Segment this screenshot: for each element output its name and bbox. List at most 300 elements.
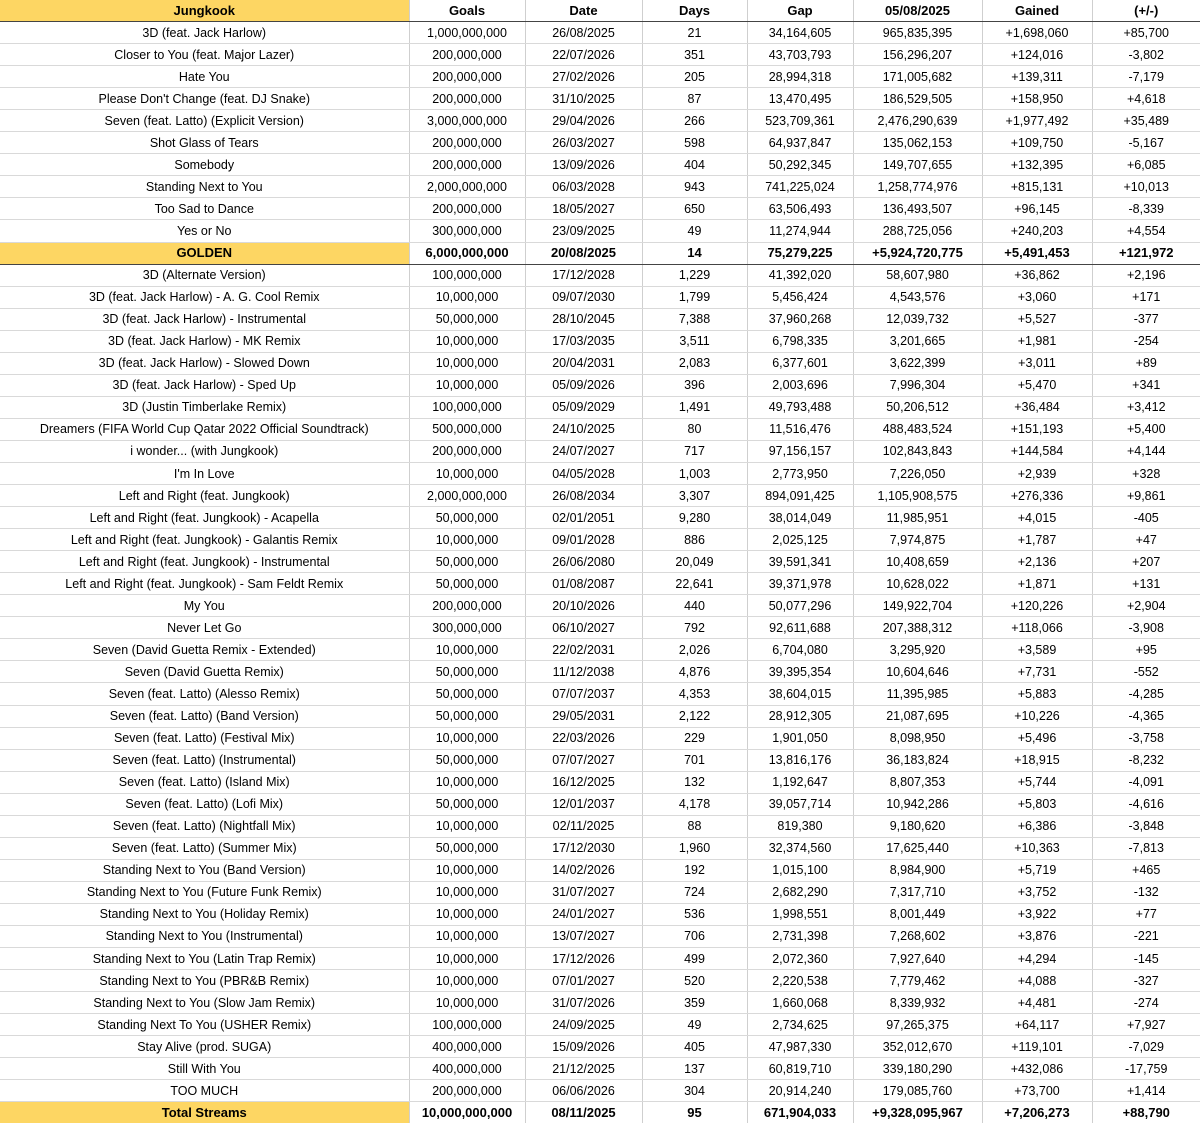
diff-cell: -8,339 (1092, 198, 1200, 220)
days-cell: 49 (642, 220, 747, 242)
song-title-cell: Stay Alive (prod. SUGA) (0, 1036, 409, 1058)
diff-cell: -3,802 (1092, 44, 1200, 66)
gap-cell: 1,192,647 (747, 771, 853, 793)
table-row (0, 595, 1200, 617)
gained-cell: +1,981 (982, 330, 1092, 352)
diff-cell: +10,013 (1092, 176, 1200, 198)
days-cell: 4,353 (642, 683, 747, 705)
table-row (0, 1080, 1200, 1102)
diff-cell: +47 (1092, 529, 1200, 551)
streams-cell: 9,180,620 (853, 815, 982, 837)
gained-cell: +158,950 (982, 88, 1092, 110)
streams-cell: 10,628,022 (853, 573, 982, 595)
days-cell: 598 (642, 132, 747, 154)
gap-cell: 2,072,360 (747, 948, 853, 970)
days-cell: 304 (642, 1080, 747, 1102)
streams-cell: 11,395,985 (853, 683, 982, 705)
gained-cell: +2,939 (982, 462, 1092, 484)
streams-cell: 207,388,312 (853, 617, 982, 639)
table-row (0, 793, 1200, 815)
table-row (0, 970, 1200, 992)
table-row (0, 286, 1200, 308)
date-cell: 08/11/2025 (525, 1102, 642, 1124)
days-cell: 7,388 (642, 308, 747, 330)
goal-cell: 50,000,000 (409, 551, 525, 573)
song-title-cell: Seven (feat. Latto) (Island Mix) (0, 771, 409, 793)
gained-cell: +5,496 (982, 727, 1092, 749)
table-row (0, 507, 1200, 529)
gap-cell: 11,516,476 (747, 418, 853, 440)
date-cell: 02/11/2025 (525, 815, 642, 837)
gap-cell: 39,057,714 (747, 793, 853, 815)
gained-cell: +6,386 (982, 815, 1092, 837)
song-title-cell: My You (0, 595, 409, 617)
days-cell: 792 (642, 617, 747, 639)
table-row (0, 22, 1200, 44)
table-row (0, 683, 1200, 705)
gained-cell: +3,589 (982, 639, 1092, 661)
diff-cell: -7,029 (1092, 1036, 1200, 1058)
table-row (0, 88, 1200, 110)
goal-cell: 10,000,000 (409, 374, 525, 396)
date-cell: 17/12/2028 (525, 264, 642, 286)
gap-cell: 50,077,296 (747, 595, 853, 617)
gained-cell: +7,731 (982, 661, 1092, 683)
song-title-cell: Standing Next to You (Holiday Remix) (0, 903, 409, 925)
goal-cell: 3,000,000,000 (409, 110, 525, 132)
days-cell: 88 (642, 815, 747, 837)
gained-cell: +132,395 (982, 154, 1092, 176)
date-cell: 05/09/2026 (525, 374, 642, 396)
table-row (0, 418, 1200, 440)
streams-cell: 352,012,670 (853, 1036, 982, 1058)
diff-cell: +341 (1092, 374, 1200, 396)
date-cell: 16/12/2025 (525, 771, 642, 793)
song-title-cell: 3D (feat. Jack Harlow) - Slowed Down (0, 352, 409, 374)
song-title-cell: Total Streams (0, 1102, 409, 1124)
song-title-cell: GOLDEN (0, 242, 409, 264)
goal-cell: 10,000,000 (409, 330, 525, 352)
streams-cell: 186,529,505 (853, 88, 982, 110)
diff-cell: -7,179 (1092, 66, 1200, 88)
days-cell: 192 (642, 859, 747, 881)
date-cell: 07/01/2027 (525, 970, 642, 992)
days-cell: 1,960 (642, 837, 747, 859)
table-row (0, 66, 1200, 88)
gained-cell: +2,136 (982, 551, 1092, 573)
goal-cell: 200,000,000 (409, 1080, 525, 1102)
table-row (0, 771, 1200, 793)
days-cell: 80 (642, 418, 747, 440)
gained-cell: +1,977,492 (982, 110, 1092, 132)
gained-cell: +815,131 (982, 176, 1092, 198)
goal-cell: 50,000,000 (409, 507, 525, 529)
goal-cell: 100,000,000 (409, 396, 525, 418)
gained-cell: +3,060 (982, 286, 1092, 308)
streams-cell: 8,984,900 (853, 859, 982, 881)
diff-cell: -17,759 (1092, 1058, 1200, 1080)
streams-cell: 10,408,659 (853, 551, 982, 573)
gained-cell: +109,750 (982, 132, 1092, 154)
days-cell: 396 (642, 374, 747, 396)
date-cell: 09/01/2028 (525, 529, 642, 551)
table-row (0, 1058, 1200, 1080)
days-cell: 95 (642, 1102, 747, 1124)
streams-cell: 7,996,304 (853, 374, 982, 396)
header-row (0, 0, 1200, 22)
goal-cell: 50,000,000 (409, 749, 525, 771)
gap-cell: 2,734,625 (747, 1014, 853, 1036)
diff-cell: +3,412 (1092, 396, 1200, 418)
streams-cell: 135,062,153 (853, 132, 982, 154)
song-title-cell: I'm In Love (0, 462, 409, 484)
diff-cell: -7,813 (1092, 837, 1200, 859)
date-cell: 26/08/2025 (525, 22, 642, 44)
table-body (0, 22, 1200, 1124)
days-cell: 229 (642, 727, 747, 749)
streams-cell: 288,725,056 (853, 220, 982, 242)
days-cell: 266 (642, 110, 747, 132)
gap-cell: 1,660,068 (747, 992, 853, 1014)
date-cell: 21/12/2025 (525, 1058, 642, 1080)
date-cell: 04/05/2028 (525, 462, 642, 484)
gap-cell: 1,998,551 (747, 903, 853, 925)
diff-cell: +2,904 (1092, 595, 1200, 617)
days-cell: 205 (642, 66, 747, 88)
streams-cell: 149,707,655 (853, 154, 982, 176)
date-cell: 02/01/2051 (525, 507, 642, 529)
song-title-cell: Seven (feat. Latto) (Festival Mix) (0, 727, 409, 749)
gap-cell: 894,091,425 (747, 485, 853, 507)
goal-cell: 200,000,000 (409, 132, 525, 154)
days-cell: 351 (642, 44, 747, 66)
diff-cell: +5,400 (1092, 418, 1200, 440)
diff-cell: +1,414 (1092, 1080, 1200, 1102)
song-title-cell: Left and Right (feat. Jungkook) (0, 485, 409, 507)
days-cell: 359 (642, 992, 747, 1014)
streams-cell: 1,258,774,976 (853, 176, 982, 198)
gap-cell: 64,937,847 (747, 132, 853, 154)
days-cell: 405 (642, 1036, 747, 1058)
song-title-cell: Hate You (0, 66, 409, 88)
diff-cell: -4,091 (1092, 771, 1200, 793)
header-gap: Gap (747, 0, 853, 22)
table-row (0, 132, 1200, 154)
streams-cell: 8,807,353 (853, 771, 982, 793)
days-cell: 3,511 (642, 330, 747, 352)
gained-cell: +5,883 (982, 683, 1092, 705)
goal-cell: 200,000,000 (409, 198, 525, 220)
goal-cell: 10,000,000 (409, 727, 525, 749)
song-title-cell: i wonder... (with Jungkook) (0, 440, 409, 462)
gap-cell: 741,225,024 (747, 176, 853, 198)
gap-cell: 6,798,335 (747, 330, 853, 352)
date-cell: 29/04/2026 (525, 110, 642, 132)
song-title-cell: 3D (feat. Jack Harlow) (0, 22, 409, 44)
gap-cell: 13,470,495 (747, 88, 853, 110)
streams-cell: 7,779,462 (853, 970, 982, 992)
song-title-cell: Standing Next to You (Slow Jam Remix) (0, 992, 409, 1014)
table-row (0, 837, 1200, 859)
goal-cell: 50,000,000 (409, 683, 525, 705)
table-row (0, 440, 1200, 462)
streams-cell: 3,295,920 (853, 639, 982, 661)
goal-cell: 200,000,000 (409, 595, 525, 617)
date-cell: 17/12/2026 (525, 948, 642, 970)
gap-cell: 38,014,049 (747, 507, 853, 529)
days-cell: 1,229 (642, 264, 747, 286)
goal-cell: 500,000,000 (409, 418, 525, 440)
streams-cell: 339,180,290 (853, 1058, 982, 1080)
streams-cell: 12,039,732 (853, 308, 982, 330)
gained-cell: +119,101 (982, 1036, 1092, 1058)
gained-cell: +432,086 (982, 1058, 1092, 1080)
days-cell: 4,876 (642, 661, 747, 683)
streams-cell: 10,942,286 (853, 793, 982, 815)
date-cell: 22/02/2031 (525, 639, 642, 661)
gained-cell: +3,011 (982, 352, 1092, 374)
diff-cell: +6,085 (1092, 154, 1200, 176)
date-cell: 24/01/2027 (525, 903, 642, 925)
table-row (0, 154, 1200, 176)
diff-cell: +328 (1092, 462, 1200, 484)
streams-cell: 50,206,512 (853, 396, 982, 418)
streams-cell: 21,087,695 (853, 705, 982, 727)
goal-cell: 50,000,000 (409, 837, 525, 859)
date-cell: 06/10/2027 (525, 617, 642, 639)
date-cell: 26/06/2080 (525, 551, 642, 573)
streams-cell: 8,098,950 (853, 727, 982, 749)
gained-cell: +4,481 (982, 992, 1092, 1014)
table-row (0, 573, 1200, 595)
diff-cell: -4,365 (1092, 705, 1200, 727)
goal-cell: 10,000,000 (409, 286, 525, 308)
goal-cell: 200,000,000 (409, 88, 525, 110)
table-row (0, 110, 1200, 132)
song-title-cell: Standing Next to You (Band Version) (0, 859, 409, 881)
days-cell: 499 (642, 948, 747, 970)
days-cell: 2,026 (642, 639, 747, 661)
date-cell: 20/10/2026 (525, 595, 642, 617)
diff-cell: -552 (1092, 661, 1200, 683)
date-cell: 20/04/2031 (525, 352, 642, 374)
days-cell: 1,799 (642, 286, 747, 308)
goal-cell: 10,000,000 (409, 462, 525, 484)
gained-cell: +36,862 (982, 264, 1092, 286)
date-cell: 07/07/2037 (525, 683, 642, 705)
date-cell: 26/03/2027 (525, 132, 642, 154)
goal-cell: 10,000,000 (409, 925, 525, 947)
days-cell: 132 (642, 771, 747, 793)
streams-cell: +5,924,720,775 (853, 242, 982, 264)
song-title-cell: Standing Next to You (Instrumental) (0, 925, 409, 947)
date-cell: 26/08/2034 (525, 485, 642, 507)
date-cell: 17/03/2035 (525, 330, 642, 352)
diff-cell: -377 (1092, 308, 1200, 330)
streams-cell: 7,226,050 (853, 462, 982, 484)
header-goals: Goals (409, 0, 525, 22)
song-title-cell: Left and Right (feat. Jungkook) - Galantis Remix (0, 529, 409, 551)
table-row (0, 352, 1200, 374)
goal-cell: 10,000,000 (409, 903, 525, 925)
song-title-cell: Left and Right (feat. Jungkook) - Instrumental (0, 551, 409, 573)
table-row (0, 220, 1200, 242)
diff-cell: +4,554 (1092, 220, 1200, 242)
gained-cell: +3,752 (982, 881, 1092, 903)
goal-cell: 2,000,000,000 (409, 485, 525, 507)
days-cell: 701 (642, 749, 747, 771)
goal-cell: 10,000,000 (409, 529, 525, 551)
date-cell: 23/09/2025 (525, 220, 642, 242)
streams-cell: 3,201,665 (853, 330, 982, 352)
header-diff: (+/-) (1092, 0, 1200, 22)
diff-cell: -254 (1092, 330, 1200, 352)
gap-cell: 47,987,330 (747, 1036, 853, 1058)
date-cell: 29/05/2031 (525, 705, 642, 727)
streams-cell: 149,922,704 (853, 595, 982, 617)
gap-cell: 34,164,605 (747, 22, 853, 44)
goal-cell: 10,000,000 (409, 352, 525, 374)
date-cell: 11/12/2038 (525, 661, 642, 683)
diff-cell: -8,232 (1092, 749, 1200, 771)
streams-cell: 156,296,207 (853, 44, 982, 66)
song-title-cell: Seven (feat. Latto) (Nightfall Mix) (0, 815, 409, 837)
diff-cell: +77 (1092, 903, 1200, 925)
goal-cell: 6,000,000,000 (409, 242, 525, 264)
gap-cell: 60,819,710 (747, 1058, 853, 1080)
goal-cell: 200,000,000 (409, 66, 525, 88)
header-days: Days (642, 0, 747, 22)
gap-cell: 2,773,950 (747, 462, 853, 484)
total-streams-row (0, 1102, 1200, 1124)
goal-cell: 10,000,000 (409, 881, 525, 903)
gap-cell: 6,377,601 (747, 352, 853, 374)
song-title-cell: 3D (feat. Jack Harlow) - A. G. Cool Remix (0, 286, 409, 308)
streams-cell: 1,105,908,575 (853, 485, 982, 507)
days-cell: 943 (642, 176, 747, 198)
days-cell: 2,083 (642, 352, 747, 374)
diff-cell: -5,167 (1092, 132, 1200, 154)
days-cell: 14 (642, 242, 747, 264)
streams-cell: 4,543,576 (853, 286, 982, 308)
table-row (0, 881, 1200, 903)
song-title-cell: Left and Right (feat. Jungkook) - Acapella (0, 507, 409, 529)
date-cell: 14/02/2026 (525, 859, 642, 881)
gained-cell: +120,226 (982, 595, 1092, 617)
gained-cell: +3,922 (982, 903, 1092, 925)
gained-cell: +5,491,453 (982, 242, 1092, 264)
days-cell: 20,049 (642, 551, 747, 573)
goal-cell: 200,000,000 (409, 154, 525, 176)
gap-cell: 75,279,225 (747, 242, 853, 264)
gained-cell: +139,311 (982, 66, 1092, 88)
song-title-cell: Standing Next to You (PBR&B Remix) (0, 970, 409, 992)
goal-cell: 2,000,000,000 (409, 176, 525, 198)
song-title-cell: Seven (feat. Latto) (Instrumental) (0, 749, 409, 771)
goal-cell: 10,000,000,000 (409, 1102, 525, 1124)
diff-cell: -3,758 (1092, 727, 1200, 749)
gained-cell: +4,015 (982, 507, 1092, 529)
streams-cell: 58,607,980 (853, 264, 982, 286)
date-cell: 15/09/2026 (525, 1036, 642, 1058)
diff-cell: +4,618 (1092, 88, 1200, 110)
goal-cell: 10,000,000 (409, 992, 525, 1014)
diff-cell: +2,196 (1092, 264, 1200, 286)
song-title-cell: Too Sad to Dance (0, 198, 409, 220)
gap-cell: 671,904,033 (747, 1102, 853, 1124)
gap-cell: 49,793,488 (747, 396, 853, 418)
streams-cell: 17,625,440 (853, 837, 982, 859)
days-cell: 1,491 (642, 396, 747, 418)
streams-cell: 171,005,682 (853, 66, 982, 88)
gap-cell: 1,015,100 (747, 859, 853, 881)
table-row (0, 396, 1200, 418)
goal-cell: 10,000,000 (409, 771, 525, 793)
days-cell: 650 (642, 198, 747, 220)
streams-cell: 102,843,843 (853, 440, 982, 462)
date-cell: 06/03/2028 (525, 176, 642, 198)
header-gained: Gained (982, 0, 1092, 22)
gained-cell: +124,016 (982, 44, 1092, 66)
song-title-cell: 3D (Alternate Version) (0, 264, 409, 286)
gap-cell: 2,003,696 (747, 374, 853, 396)
song-title-cell: Never Let Go (0, 617, 409, 639)
diff-cell: +85,700 (1092, 22, 1200, 44)
gap-cell: 92,611,688 (747, 617, 853, 639)
diff-cell: +89 (1092, 352, 1200, 374)
gained-cell: +240,203 (982, 220, 1092, 242)
goal-cell: 50,000,000 (409, 705, 525, 727)
gap-cell: 819,380 (747, 815, 853, 837)
diff-cell: -405 (1092, 507, 1200, 529)
date-cell: 22/03/2026 (525, 727, 642, 749)
goal-cell: 50,000,000 (409, 308, 525, 330)
days-cell: 724 (642, 881, 747, 903)
gap-cell: 2,220,538 (747, 970, 853, 992)
diff-cell: +207 (1092, 551, 1200, 573)
goal-cell: 50,000,000 (409, 661, 525, 683)
table-row (0, 308, 1200, 330)
gained-cell: +5,744 (982, 771, 1092, 793)
table-row (0, 374, 1200, 396)
gained-cell: +10,363 (982, 837, 1092, 859)
table-row (0, 749, 1200, 771)
streams-cell: 179,085,760 (853, 1080, 982, 1102)
streams-cell: 3,622,399 (853, 352, 982, 374)
date-cell: 09/07/2030 (525, 286, 642, 308)
diff-cell: +9,861 (1092, 485, 1200, 507)
goal-cell: 50,000,000 (409, 573, 525, 595)
days-cell: 520 (642, 970, 747, 992)
gained-cell: +144,584 (982, 440, 1092, 462)
diff-cell: +465 (1092, 859, 1200, 881)
gained-cell: +1,871 (982, 573, 1092, 595)
gap-cell: 28,912,305 (747, 705, 853, 727)
goal-cell: 10,000,000 (409, 815, 525, 837)
diff-cell: -327 (1092, 970, 1200, 992)
streams-cell: 11,985,951 (853, 507, 982, 529)
song-title-cell: 3D (feat. Jack Harlow) - Instrumental (0, 308, 409, 330)
date-cell: 31/07/2026 (525, 992, 642, 1014)
gap-cell: 38,604,015 (747, 683, 853, 705)
gained-cell: +276,336 (982, 485, 1092, 507)
table-row (0, 948, 1200, 970)
gap-cell: 43,703,793 (747, 44, 853, 66)
goal-cell: 10,000,000 (409, 970, 525, 992)
date-cell: 24/07/2027 (525, 440, 642, 462)
song-title-cell: Seven (feat. Latto) (Summer Mix) (0, 837, 409, 859)
gap-cell: 5,456,424 (747, 286, 853, 308)
